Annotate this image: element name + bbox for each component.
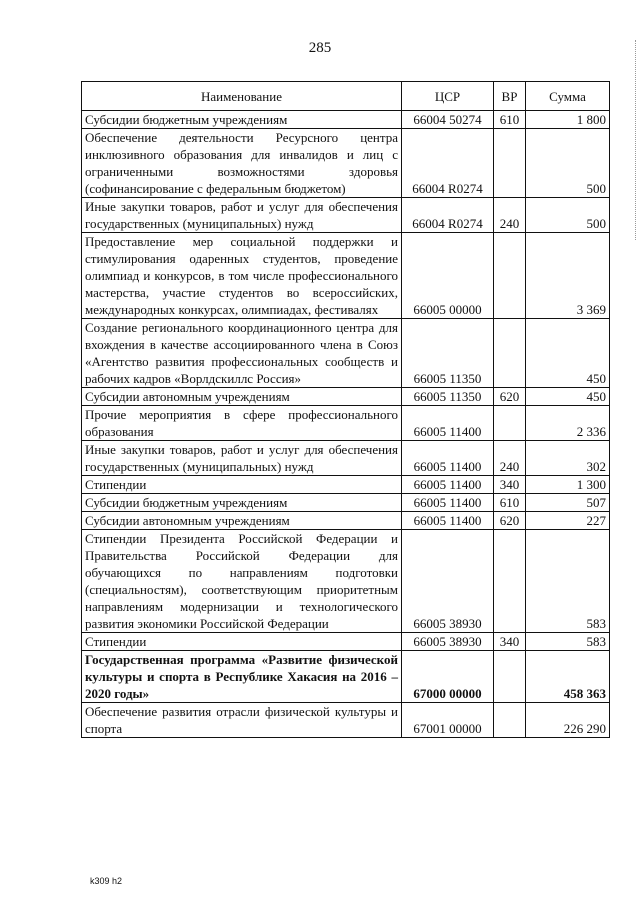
cell-name: Субсидии бюджетным учреждениям: [82, 494, 402, 512]
scan-edge-mark: [633, 40, 636, 240]
page-number: 285: [308, 40, 332, 56]
table-row: [82, 476, 610, 494]
cell-name: Предоставление мер социальной поддержки и стимулирования одаренных студентов, проведение олимпиад и конкурсов, в том числе профессионального мастерства, участие студентов во всероссийских, международных конкурсах, олимпиадах, фестивалях: [82, 233, 402, 319]
cell-sum: 2 336: [526, 406, 610, 441]
cell-sum: 302: [526, 441, 610, 476]
cell-name: Обеспечение деятельности Ресурсного центра инклюзивного образования для инвалидов и лиц с ограниченными возможностями здоровья (софинансирование с федеральным бюджетом): [82, 129, 402, 198]
cell-vr: [494, 233, 526, 319]
cell-sum: 500: [526, 198, 610, 233]
cell-vr: 240: [494, 441, 526, 476]
table-row: [82, 111, 610, 129]
cell-csr: 66005 11400: [402, 406, 494, 441]
cell-name: Государственная программа «Развитие физической культуры и спорта в Республике Хакасия на 2016 – 2020 годы»: [82, 651, 402, 703]
table-row: [82, 406, 610, 441]
column-header-vr: ВР: [494, 82, 526, 111]
column-header-csr: ЦСР: [402, 82, 494, 111]
cell-csr: 66005 00000: [402, 233, 494, 319]
cell-csr: 66004 50274: [402, 111, 494, 129]
cell-sum: 226 290: [526, 703, 610, 738]
cell-name: Субсидии автономным учреждениям: [82, 388, 402, 406]
cell-vr: [494, 651, 526, 703]
cell-name: Прочие мероприятия в сфере профессионального образования: [82, 406, 402, 441]
cell-sum: 450: [526, 319, 610, 388]
table-row: [82, 198, 610, 233]
cell-vr: [494, 703, 526, 738]
cell-vr: 610: [494, 111, 526, 129]
cell-csr: 66005 11400: [402, 476, 494, 494]
cell-vr: 340: [494, 476, 526, 494]
cell-sum: 583: [526, 530, 610, 633]
cell-name: Иные закупки товаров, работ и услуг для обеспечения государственных (муниципальных) нужд: [82, 198, 402, 233]
cell-sum: 450: [526, 388, 610, 406]
cell-vr: 240: [494, 198, 526, 233]
column-header-name: Наименование: [82, 82, 402, 111]
cell-sum: 3 369: [526, 233, 610, 319]
cell-name: Стипендии: [82, 633, 402, 651]
cell-vr: [494, 530, 526, 633]
column-header-sum: Сумма: [526, 82, 610, 111]
cell-sum: 1 300: [526, 476, 610, 494]
cell-vr: 610: [494, 494, 526, 512]
table-row: [82, 388, 610, 406]
cell-csr: 66005 38930: [402, 633, 494, 651]
table-row: [82, 319, 610, 388]
cell-name: Субсидии бюджетным учреждениям: [82, 111, 402, 129]
cell-csr: 66005 11400: [402, 494, 494, 512]
cell-sum: 227: [526, 512, 610, 530]
cell-csr: 66005 11400: [402, 512, 494, 530]
table-row: [82, 651, 610, 703]
table-row: [82, 530, 610, 633]
cell-sum: 500: [526, 129, 610, 198]
cell-vr: [494, 129, 526, 198]
cell-vr: [494, 319, 526, 388]
table-row: [82, 703, 610, 738]
cell-csr: 66005 11350: [402, 319, 494, 388]
cell-name: Субсидии автономным учреждениям: [82, 512, 402, 530]
cell-csr: 66005 11350: [402, 388, 494, 406]
cell-name: Стипендии Президента Российской Федерации и Правительства Российской Федерации для обучающихся по направлениям подготовки (специальностям), соответствующим приоритетным направлениям модернизации и технологического развития экономики Российской Федерации: [82, 530, 402, 633]
cell-sum: 583: [526, 633, 610, 651]
cell-csr: 66004 R0274: [402, 198, 494, 233]
table-header-row: [82, 82, 610, 111]
cell-sum: 458 363: [526, 651, 610, 703]
budget-table: [81, 81, 610, 738]
cell-name: Создание регионального координационного центра для вхождения в качестве ассоциированного члена в Союз «Агентство развития профессиональных сообществ и рабочих кадров «Ворлдскиллс Россия»: [82, 319, 402, 388]
cell-vr: [494, 406, 526, 441]
table-row: [82, 441, 610, 476]
cell-vr: 340: [494, 633, 526, 651]
cell-name: Стипендии: [82, 476, 402, 494]
table-row: [82, 129, 610, 198]
footer-code: k309 h2: [90, 876, 123, 886]
cell-sum: 507: [526, 494, 610, 512]
cell-name: Иные закупки товаров, работ и услуг для обеспечения государственных (муниципальных) нужд: [82, 441, 402, 476]
table-row: [82, 494, 610, 512]
cell-vr: 620: [494, 512, 526, 530]
cell-csr: 67000 00000: [402, 651, 494, 703]
cell-sum: 1 800: [526, 111, 610, 129]
table-row: [82, 633, 610, 651]
cell-csr: 66005 11400: [402, 441, 494, 476]
table-row: [82, 512, 610, 530]
table-body: [82, 111, 610, 738]
cell-csr: 67001 00000: [402, 703, 494, 738]
cell-vr: 620: [494, 388, 526, 406]
cell-name: Обеспечение развития отрасли физической культуры и спорта: [82, 703, 402, 738]
table-row: [82, 233, 610, 319]
cell-csr: 66005 38930: [402, 530, 494, 633]
cell-csr: 66004 R0274: [402, 129, 494, 198]
